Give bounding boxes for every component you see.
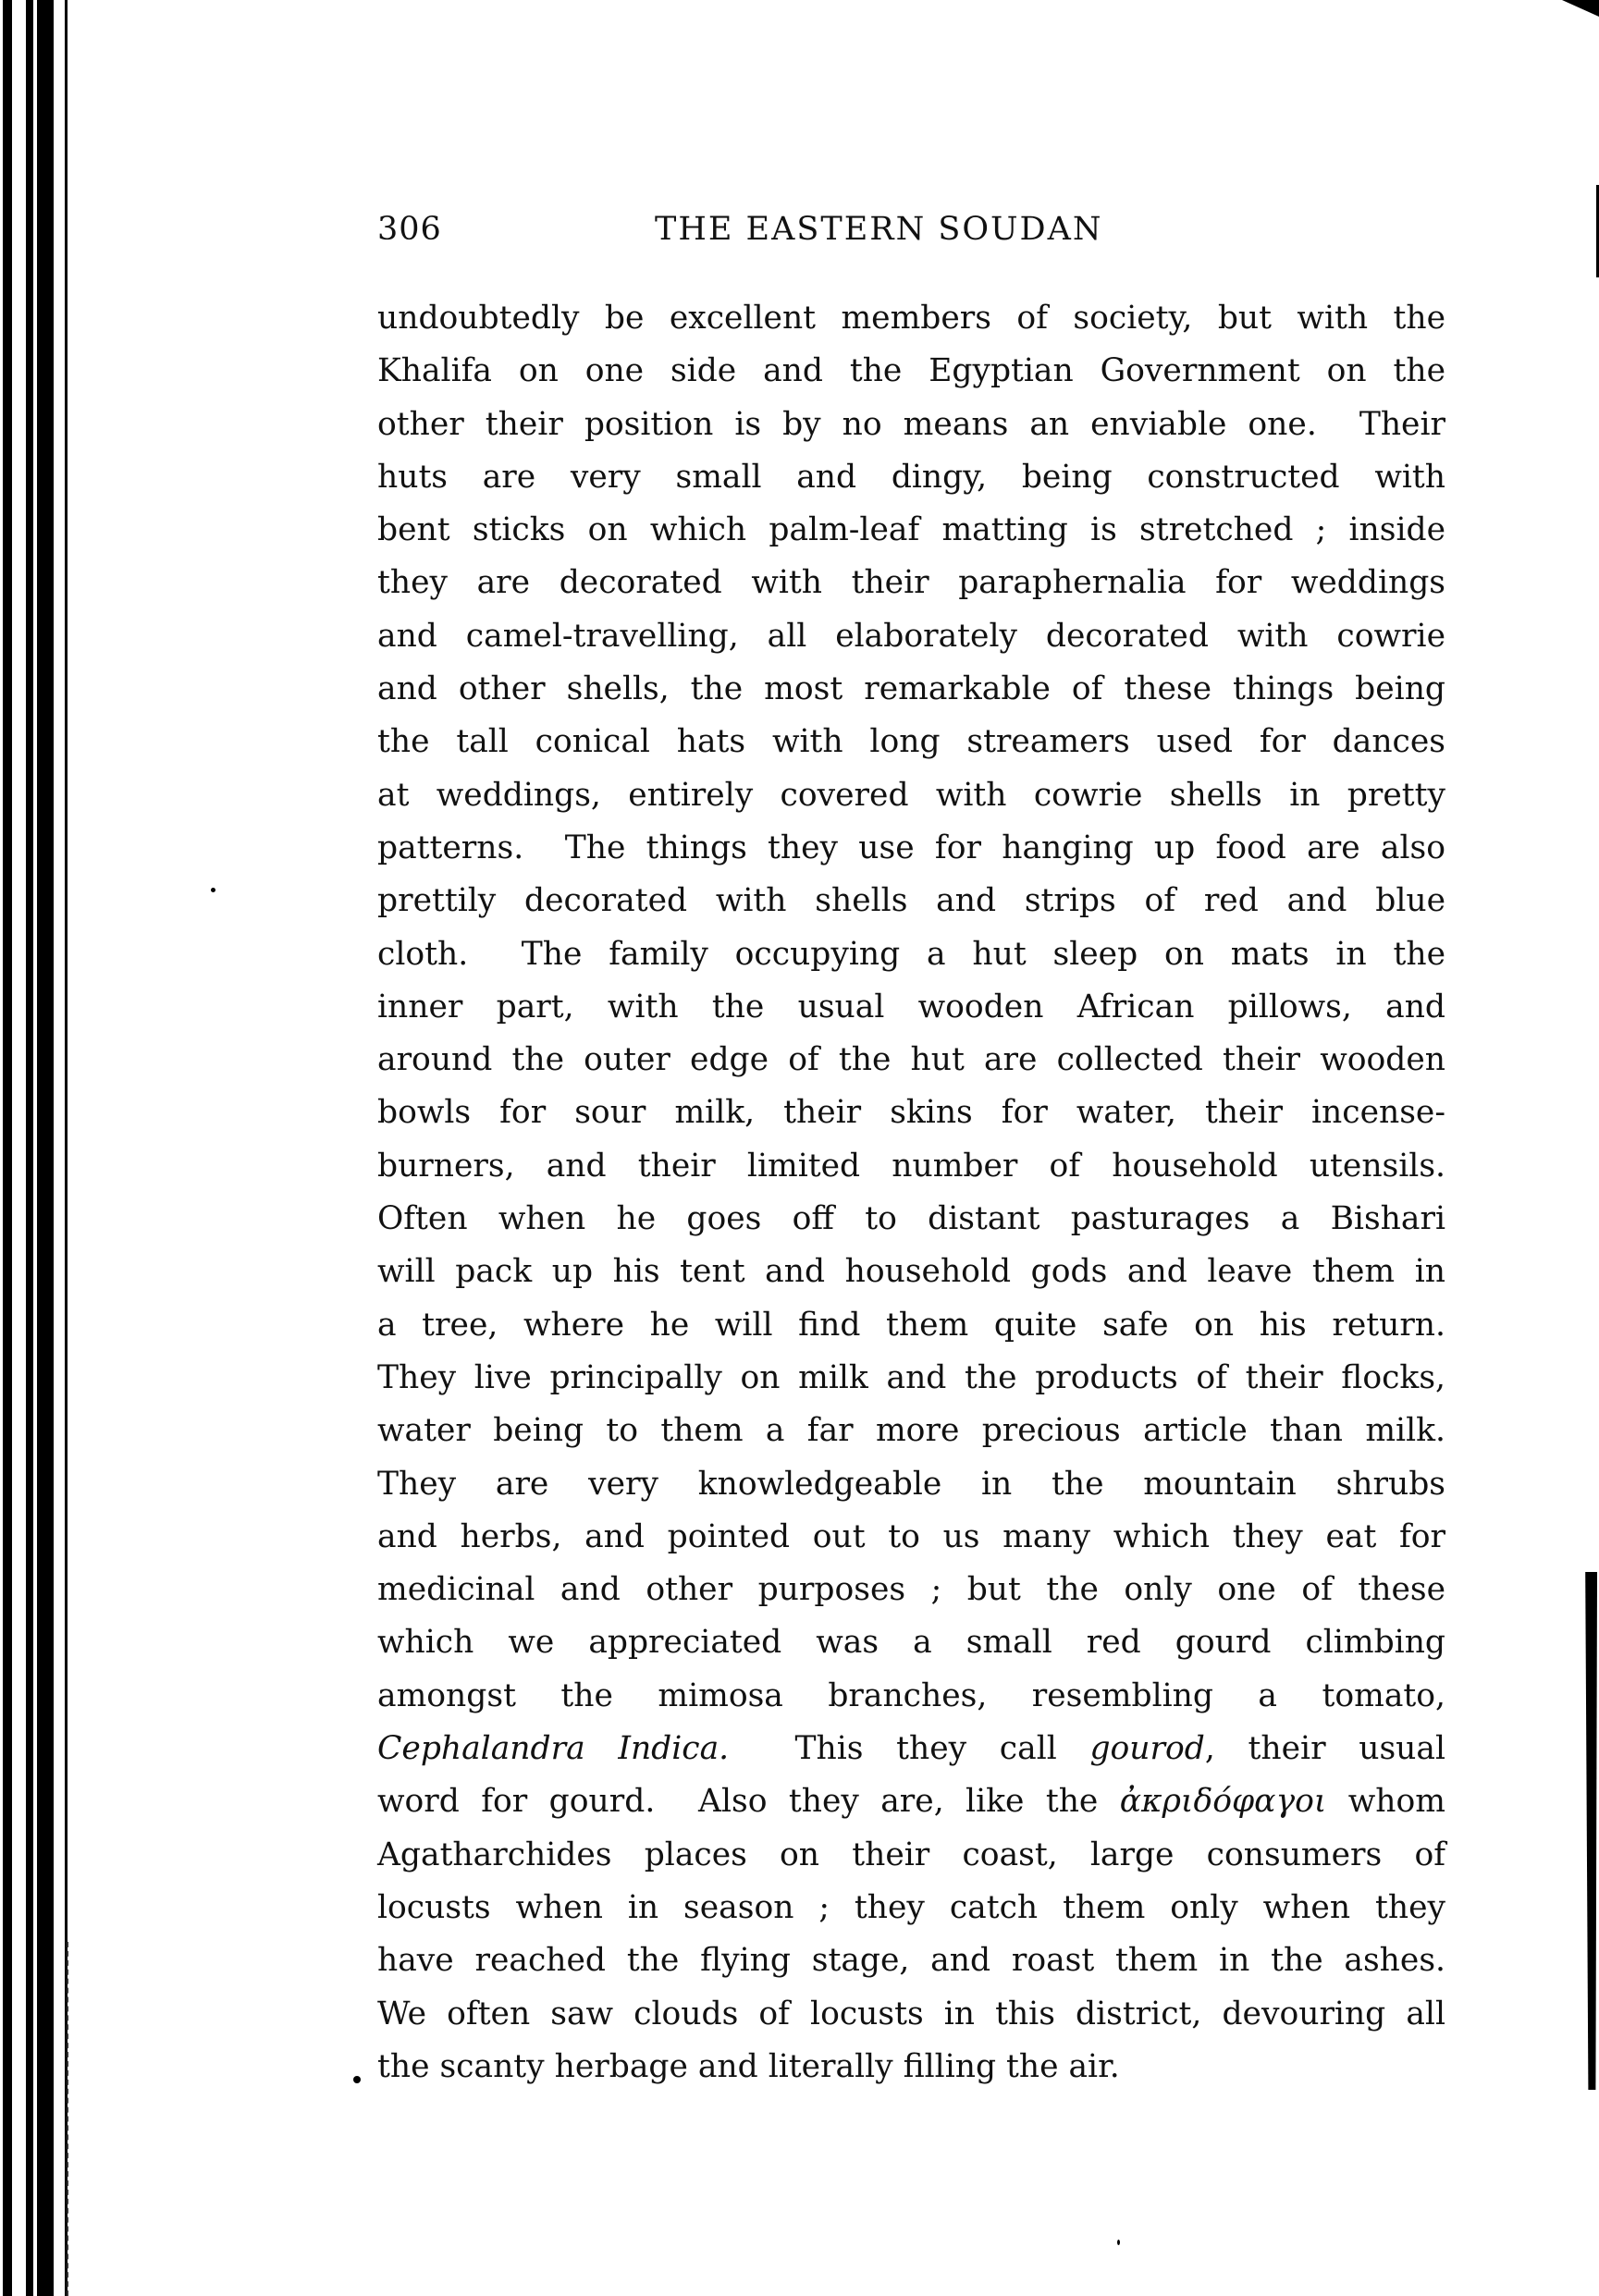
binding-shadow	[26, 0, 33, 2296]
text-run: a tree, where he will find them quite safe on his return.	[377, 1306, 1445, 1344]
page-edge-shadow	[1562, 0, 1599, 17]
text-run: amongst the mimosa branches, resembling a tomato,	[377, 1676, 1445, 1714]
text-run: medicinal and other purposes ; but the only one of these	[377, 1571, 1445, 1609]
text-line	[377, 769, 1445, 822]
text-run: They are very knowledgeable in the mountain shrubs	[377, 1465, 1445, 1503]
text-line	[377, 504, 1445, 557]
text-run: bent sticks on which palm-leaf matting is stretched ; inside	[377, 511, 1445, 549]
text-run: which we appreciated was a small red gourd climbing	[377, 1624, 1445, 1662]
text-line	[377, 1934, 1445, 1987]
italic-text: gourod	[1089, 1730, 1205, 1768]
text-run: and camel-travelling, all elaborately decorated with cowrie	[377, 617, 1445, 655]
text-run: inner part, with the usual wooden African pillows, and	[377, 988, 1445, 1025]
text-line	[377, 1616, 1445, 1669]
text-line	[377, 1140, 1445, 1193]
text-run: will pack up his tent and household gods and leave them in	[377, 1253, 1445, 1291]
book-binding-edge	[0, 0, 74, 2296]
text-line	[377, 1246, 1445, 1298]
text-run: bowls for sour milk, their skins for water, their incense-	[377, 1094, 1445, 1132]
text-line	[377, 292, 1445, 345]
text-run: have reached the flying stage, and roast them in the ashes.	[377, 1942, 1445, 1980]
text-run: around the outer edge of the hut are collected their wooden	[377, 1041, 1445, 1079]
text-run: and herbs, and pointed out to us many which they eat for	[377, 1517, 1445, 1555]
text-line	[377, 875, 1445, 927]
running-head	[377, 203, 1445, 259]
text-line	[377, 1511, 1445, 1564]
text-line	[377, 1087, 1445, 1139]
text-run: Agatharchides places on their coast, large consumers of	[377, 1836, 1445, 1873]
text-run: other their position is by no means an enviable one. Their	[377, 405, 1445, 443]
text-line	[377, 981, 1445, 1034]
text-line	[377, 557, 1445, 609]
text-line	[377, 1352, 1445, 1405]
page-number: 306	[377, 211, 442, 248]
text-run: and other shells, the most remarkable of these things being	[377, 670, 1445, 708]
text-line	[377, 1670, 1445, 1723]
scan-speck	[1117, 2240, 1120, 2245]
text-line	[377, 399, 1445, 451]
text-line	[377, 1564, 1445, 1616]
running-title: THE EASTERN SOUDAN	[655, 211, 1103, 248]
page-edge-shadow	[1582, 1572, 1597, 2090]
text-run: undoubtedly be excellent members of society, but with the	[377, 300, 1445, 337]
text-run: prettily decorated with shells and strips of red and blue	[377, 882, 1445, 920]
italic-text: Cephalandra Indica.	[377, 1730, 730, 1768]
text-run: Often when he goes off to distant pasturages a Bishari	[377, 1200, 1445, 1238]
text-run: the scanty herbage and literally filling the air.	[377, 2047, 1120, 2085]
text-line	[377, 928, 1445, 981]
text-run: patterns. The things they use for hanging up food are also	[377, 829, 1445, 866]
text-line	[377, 610, 1445, 663]
binding-shadow	[37, 0, 54, 2296]
text-run: whom	[1326, 1783, 1445, 1821]
text-line	[377, 716, 1445, 768]
text-run: word for gourd. Also they are, like the	[377, 1783, 1120, 1821]
text-line	[377, 1882, 1445, 1934]
text-line	[377, 1405, 1445, 1457]
text-run: Khalifa on one side and the Egyptian Government on the	[377, 352, 1445, 390]
body-text	[377, 292, 1445, 2093]
text-run: water being to them a far more precious article than milk.	[377, 1412, 1445, 1450]
text-run: This they call	[729, 1730, 1090, 1768]
text-line	[377, 1829, 1445, 1882]
text-line	[377, 1988, 1445, 2041]
scan-artifact-line	[67, 1942, 68, 2296]
text-line	[377, 663, 1445, 716]
text-run: they are decorated with their paraphernalia for weddings	[377, 564, 1445, 602]
text-line	[377, 822, 1445, 875]
binding-shadow	[3, 0, 12, 2296]
text-run: burners, and their limited number of household utensils.	[377, 1147, 1445, 1185]
book-page	[377, 203, 1445, 2093]
text-run: at weddings, entirely covered with cowrie shells in pretty	[377, 776, 1445, 814]
text-line	[377, 1193, 1445, 1246]
text-run: They live principally on milk and the products of their flocks,	[377, 1358, 1445, 1396]
text-run: locusts when in season ; they catch them only when they	[377, 1888, 1445, 1926]
italic-text: ἀκριδόφαγοι	[1119, 1783, 1327, 1821]
scan-speck	[353, 2076, 361, 2083]
text-line	[377, 1723, 1445, 1775]
text-line	[377, 1034, 1445, 1087]
text-run: , their usual	[1204, 1730, 1445, 1768]
text-line	[377, 1458, 1445, 1511]
text-line	[377, 2041, 1445, 2093]
text-line	[377, 1775, 1445, 1828]
scan-speck	[211, 888, 215, 892]
text-run: huts are very small and dingy, being constructed with	[377, 458, 1445, 496]
text-line	[377, 1299, 1445, 1352]
text-run: the tall conical hats with long streamers used for dances	[377, 723, 1445, 761]
text-run: cloth. The family occupying a hut sleep on mats in the	[377, 935, 1445, 973]
text-run: We often saw clouds of locusts in this district, devouring all	[377, 1995, 1445, 2032]
text-line	[377, 451, 1445, 504]
text-line	[377, 345, 1445, 398]
